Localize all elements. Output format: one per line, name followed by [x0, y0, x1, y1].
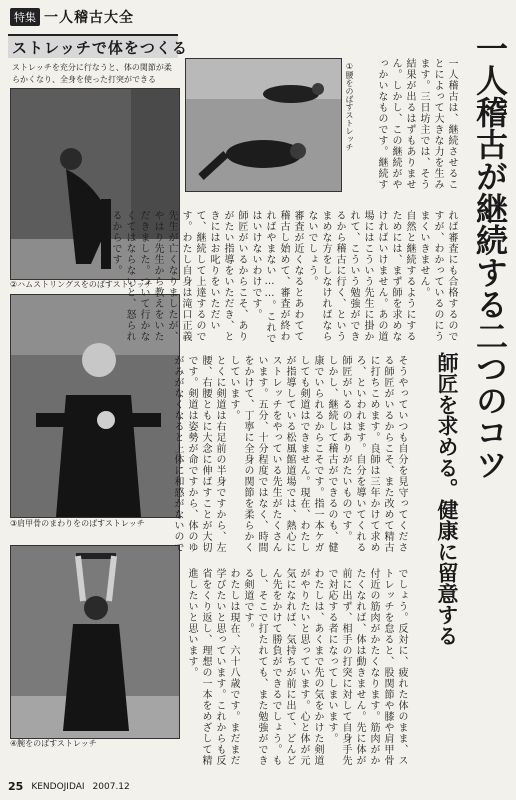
body-block-4 [186, 568, 408, 773]
paragraph: わたしは現在、六十八歳です。まだまだ学びたいと思っています。これからも反省をくり返し、理想の一本をめざして精進したいと思います。 [186, 568, 239, 766]
photo-arm-stretch [10, 545, 180, 739]
feature-badge: 特集 [10, 8, 40, 26]
paragraph: 一人稽古は、継続させることによって大きな力を生みます。三日坊主では、そう結果が出るはずもありません。しかし、この継続がやっかいなものです。継続す [376, 58, 457, 190]
photo-arm-stretch-image [11, 546, 179, 738]
photo-waist-stretch [185, 58, 342, 192]
body-block-2 [110, 210, 458, 350]
caption-waist-stretch: ①腰をのばすストレッチ [345, 62, 354, 151]
section-intro: ストレッチを充分に行なうと、体の関節が柔らかくなり、全身を使った打突ができる [12, 63, 172, 84]
page-header [10, 8, 134, 26]
magazine-name: KENDOJIDAI [31, 781, 85, 792]
caption-hamstring-stretch: ②ハムストリングスをのばすストレッチ [10, 280, 153, 289]
paragraph: わたしは、あくまで先の気をかけた剣道がやりたいと思っています。心と体が元気になれば、気持ちが前に出て、どんどん先をかけて勝負ができるでしょう。もし、そこで打たれても、また勉強ができる剣道です。 [242, 568, 323, 766]
photo-waist-stretch-image [186, 59, 341, 191]
paragraph: しかし、継続して稽古ができるのも、健康でいられるからこそです。指一本ケガしても剣道はできません。現在、わたしが指導している松風館道場では、熱心にストレッチをやっている先生がたくさんいます。五分、十分程度ではなく、時間をかけて、丁寧に全身の関節を柔らかくしています。 [228, 355, 337, 553]
page-number: 25 [8, 780, 24, 793]
section-title: ストレッチで体をつくる [12, 39, 188, 57]
body-block-1 [366, 58, 458, 198]
paragraph: 師匠がいるからこそ、ありがたい指導をいただき、ときにはお叱りをいただいて、継続して上達するのです。わたし自身は滝口正義先生が亡くなりましたが、やはり先生から教えをいただきました。ついて行かなくてはならないと、怒られるからです。 [110, 210, 247, 342]
article-subtitle: 師匠を求める。健康に留意する [435, 352, 459, 646]
issue-date: 2007.12 [92, 781, 130, 792]
paragraph: そうやっていつも自分を見守ってくださる師匠がいるからこそ、また改めて精古に打ちこめます。良師は三年かけて求めろ、といわれます。自分を導いてくれる師匠がいるのはありがたいものです。 [340, 355, 407, 553]
paragraph: 審査が近くなるとあわてて稽古し始めて、審査が終わればやまない……。これではいけないわけです。 [250, 210, 303, 344]
caption-shoulder-stretch: ③肩甲骨のまわりをのばすストレッチ [10, 519, 145, 528]
body-block-3 [172, 355, 408, 560]
page-footer [8, 780, 130, 793]
paragraph: れば審査にも合格するのですが、わかっているのにうまくいきません。 [418, 210, 457, 342]
caption-arm-stretch: ④腕をのばすストレッチ [10, 739, 97, 748]
paragraph: でしょう。反対に、疲れた体のまま、ストレッチを怠ると、股関節や膝や肩甲骨付近の筋肉がかたくなります。筋肉がかたくなれば、体は動きません。先に体が前に出ず、相手の打突に対して自身手先で対応する者になってしまいます。 [326, 568, 407, 766]
series-title: 一人稽古大全 [44, 10, 134, 26]
paragraph: とくに剣道は右足前の半身ですから、左腰、右腰ともに大念に伸ばすことが大切です。剣道は姿勢が命ですから、体のゆがみがなくなると上体に和感がないので [172, 355, 225, 553]
article-title: 一人稽古が継続する二つのコツ [471, 32, 509, 480]
paragraph: 自然と継続するようにするためには、まず師を求めなければいけません。あの道場にはこういう先生に掛かれて、こういう勉強ができるから稽古に行く、というまめな方をしなければならないでしょう。 [306, 210, 415, 342]
